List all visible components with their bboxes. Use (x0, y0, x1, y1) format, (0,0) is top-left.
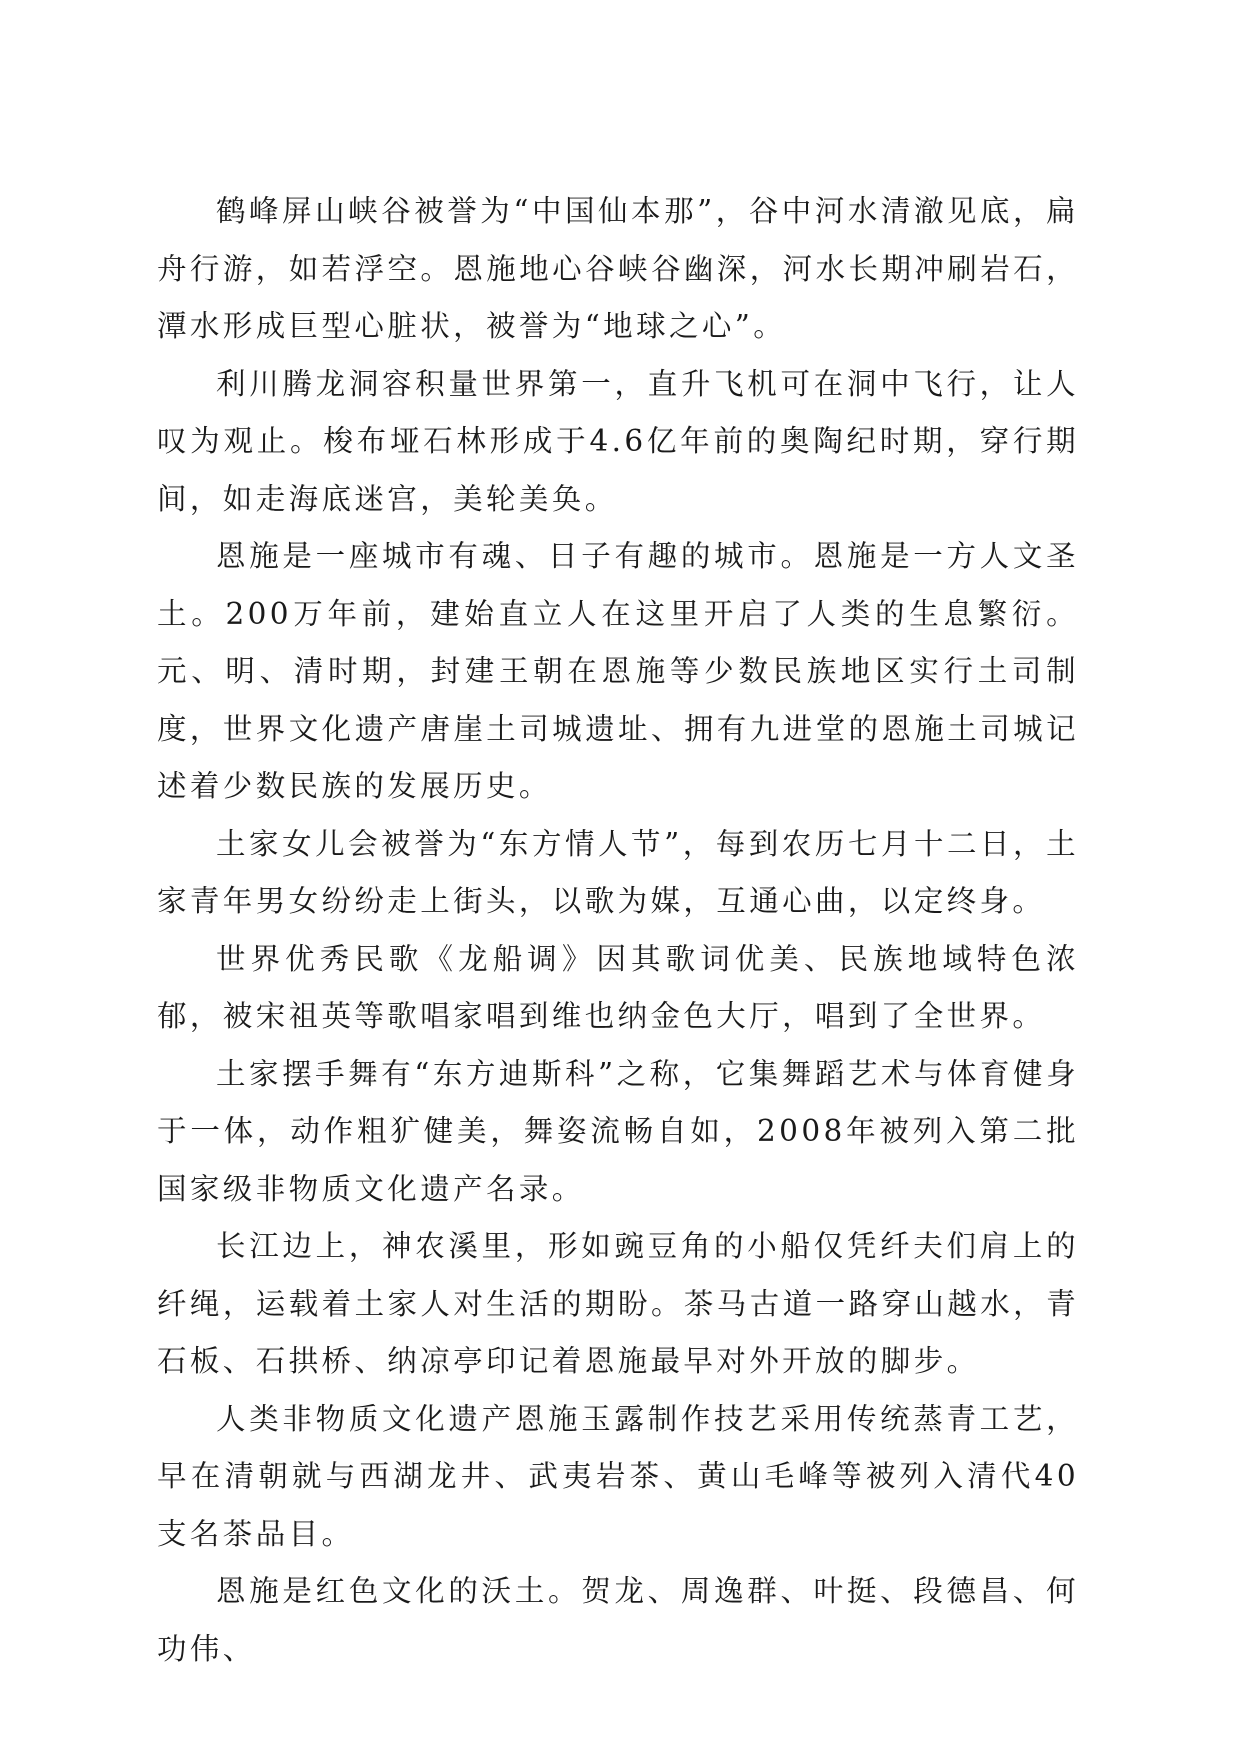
paragraph: 土家女儿会被誉为“东方情人节”，每到农历七月十二日，土家青年男女纷纷走上街头，以歌为媒，互通心曲，以定终身。 (157, 826, 1079, 918)
body-text (157, 183, 1079, 1678)
paragraph: 长江边上，神农溪里，形如豌豆角的小船仅凭纤夫们肩上的纤绳，运载着土家人对生活的期盼。茶马古道一路穿山越水，青石板、石拱桥、纳凉亭印记着恩施最早对外开放的脚步。 (157, 1229, 1079, 1378)
paragraph: 恩施是红色文化的沃土。贺龙、周逸群、叶挺、段德昌、何功伟、 (157, 1574, 1079, 1666)
paragraph: 世界优秀民歌《龙船调》因其歌词优美、民族地域特色浓郁，被宋祖英等歌唱家唱到维也纳金色大厅，唱到了全世界。 (157, 941, 1079, 1033)
paragraph: 人类非物质文化遗产恩施玉露制作技艺采用传统蒸青工艺，早在清朝就与西湖龙井、武夷岩茶、黄山毛峰等被列入清代40支名茶品目。 (157, 1401, 1079, 1551)
paragraph: 利川腾龙洞容积量世界第一，直升飞机可在洞中飞行，让人叹为观止。梭布垭石林形成于4.6亿年前的奥陶纪时期，穿行期间，如走海底迷宫，美轮美奂。 (157, 366, 1079, 516)
paragraph: 鹤峰屏山峡谷被誉为“中国仙本那”，谷中河水清澈见底，扁舟行游，如若浮空。恩施地心谷峡谷幽深，河水长期冲刷岩石，潭水形成巨型心脏状，被誉为“地球之心”。 (157, 194, 1079, 343)
paragraph: 土家摆手舞有“东方迪斯科”之称，它集舞蹈艺术与体育健身于一体，动作粗犷健美，舞姿流畅自如，2008年被列入第二批国家级非物质文化遗产名录。 (157, 1056, 1079, 1206)
paragraph: 恩施是一座城市有魂、日子有趣的城市。恩施是一方人文圣土。200万年前，建始直立人在这里开启了人类的生息繁衍。元、明、清时期，封建王朝在恩施等少数民族地区实行土司制度，世界文化遗产唐崖土司城遗址、拥有九进堂的恩施土司城记述着少数民族的发展历史。 (157, 539, 1079, 803)
